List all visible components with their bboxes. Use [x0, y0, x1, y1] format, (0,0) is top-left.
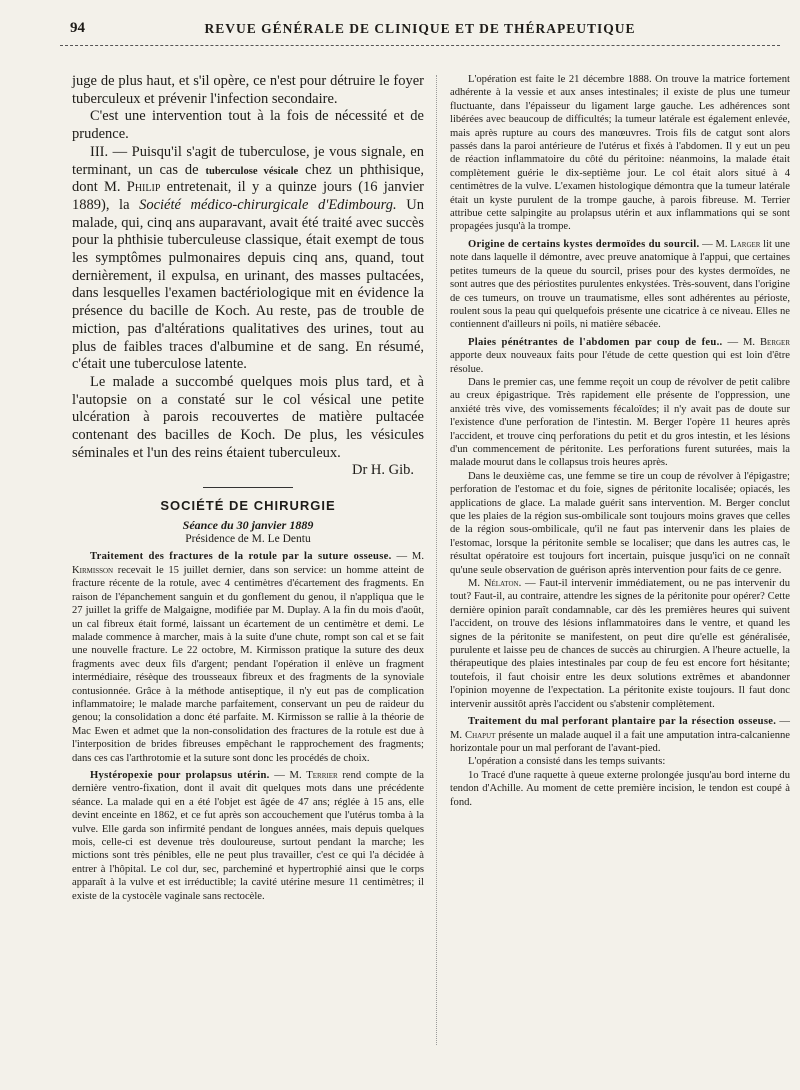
text: — M.	[450, 716, 791, 741]
header-rule	[60, 45, 780, 46]
paragraph-conclusion: juge de plus haut, et s'il opère, ce n'est pour détruire le foyer tuberculeux et prévenir l'infection secondaire.	[72, 73, 424, 107]
rubric-title: Hystéropexie pour prolapsus utérin.	[90, 769, 270, 781]
text: chez un phthisique, dont M.	[72, 161, 425, 196]
rubric-title: Traitement des fractures de la rotule par la suture osseuse.	[90, 551, 392, 563]
paragraph-operation-steps: L'opération a consisté dans les temps suivants:	[468, 756, 666, 768]
society-title: SOCIÉTÉ DE CHIRURGIE	[160, 498, 336, 514]
page-header	[70, 20, 770, 42]
report-kystes-dermoides	[450, 238, 790, 332]
text: entretenait, il y a quinze jours (16 janvier 1889), la	[72, 179, 425, 213]
author-name: Terrier	[306, 769, 338, 781]
paragraph-intervention: C'est une intervention tout à la fois de nécessité et de prudence.	[72, 108, 424, 143]
rubric-title: Origine de certains kystes dermoïdes du sourcil.	[468, 238, 700, 250]
author-name: Berger	[759, 336, 790, 348]
paragraph-first-case: Dans le premier cas, une femme reçoit un coup de révolver de petit calibre au creux épigastrique. Très rapidement elle présente de l'oppression, une anxiété très vive, des vomissements fécaloïdes; il n'y avait pas de doute sur l'existence d'une perforation de l'intestin. M. Berger l'opère 11 heures après l'accident, et trouve cinq perforations du petit et du gros intestin, et les lésions d'un commencement de péritonite. Les perforations furent suturées, mais la malade mourut dans le collapsus trois heures après.	[450, 376, 790, 469]
report-mal-perforant	[450, 715, 790, 755]
report-rotule-fracture	[72, 550, 424, 765]
text: — Faut-il intervenir immédiatement, ou ne pas intervenir du tout? Faut-il, au contraire, attendre les signes de la péritonite pour opérer? Cette dernière opinion paraît condamnable, car dès les premières heures qui suivent l'accident, on trouve des lésions inflammatoires dans le ventre, et quand les signes de la péritonite se manifestent, on peut dire qu'elle est généralisée, purulente et laisse peu de chances de succès au chirurgien. A l'heure actuelle, la thérapeutique des plaies intestinales par coup de feu est encore fort hésitante; toutefois, il faut choisir entre les deux solutions extrêmes et abandonner l'opinion moyenne de l'expectation. La péritonite existe toujours. Il faut donc intervenir aussitôt après l'accident ou s'abstenir complètement.	[450, 578, 791, 710]
text: présente un malade auquel il a fait une amputation intra-calcanienne horizontale pour un mal perforant de l'avant-pied.	[450, 729, 790, 754]
signature: Dr H. Gib.	[351, 462, 414, 479]
right-column	[450, 73, 790, 809]
text: recevait le 15 juillet dernier, dans son service: un homme atteint de fracture récente de la rotule, avec 4 centimètres d'écartement des fragments. En raison de l'épanchement sanguin et du gonflement du genou, il n'appliqua que le 27 juillet la griffe de Malgaigne, modifiée par M. Duplay. A la fin du mois d'août, un cal fibreux était formé, laissant un écartement de un centimètre et demi. Le malade commence à marcher, mais à la suite d'une chute, rompt son cal et se fait une nouvelle fracture. Le 22 octobre, M. Kirmisson pratique la suture des deux fragments avec deux fils d'argent; pendant l'opération il enlève un fragment intermédiaire, résèque des trousseaux fibreux et des fragments de la synoviale contusionnée. Grâce à la méthode antiseptique, il n'y eut pas de complication inflammatoire; le malade marche parfaitement, conservant un peu de raideur du genou; la consolidation a donc été parfaite. M. Kirmisson se rallie à la théorie de Mac Ewen et admet que la non-consolidation des fractures de la rotule est due à l'interposition de brides fibreuses empêchant le rapprochement des fragments; dans ces cas l'arthrotomie et la suture sont donc les procédés de choix.	[72, 564, 424, 764]
section-rule	[203, 487, 293, 488]
text: apporte deux nouveaux faits pour l'étude de cette question qui est loin d'être résolue.	[450, 350, 790, 375]
term-tuberculose-vesicale: tuberculose vésicale	[205, 165, 299, 177]
society-reference: Société médico-chirurgicale d'Edimbourg.	[139, 196, 397, 213]
text: lit une note dans laquelle il démontre, avec preuve anatomique à l'appui, que certaines petites tumeurs de la queue du sourcil, prises pour des kystes dermoïdes, ne sont autres que des périostites purulentes enkystées. Très-souvent, dans l'origine de ces tumeurs, on trouve un traumatisme, elles sont adhérentes au périoste, roulent sous la peau qui quelquefois présente une cicatrice à ce niveau. Elles ne contiennent d'ailleurs ni poils, ni matière sébacée.	[450, 238, 790, 331]
paragraph-vesical-tuberculosis	[72, 144, 424, 374]
rubric-title: Traitement du mal perforant plantaire par la résection osseuse.	[468, 716, 777, 728]
text: — M.	[699, 238, 731, 250]
paragraph-nelaton	[450, 577, 790, 711]
running-title: REVUE GÉNÉRALE DE CLINIQUE ET DE THÉRAPEUTIQUE	[204, 21, 636, 36]
author-name: Chaput	[465, 729, 496, 741]
author-name: Kirmisson	[72, 564, 114, 576]
report-plaies-abdomen	[450, 336, 790, 376]
column-divider	[436, 75, 437, 1045]
text: — M.	[269, 769, 307, 781]
text: III. — Puisqu'il s'agit de tuberculose, je vous signale, en terminant, un cas de	[72, 143, 424, 178]
left-column	[72, 73, 424, 903]
presidence: Présidence de M. Le Dentu	[185, 533, 311, 546]
report-hysteropexie	[72, 769, 424, 903]
page-number: 94	[70, 20, 85, 36]
rubric-title: Plaies pénétrantes de l'abdomen par coup de feu..	[468, 336, 723, 348]
author-name: Nélaton.	[483, 578, 522, 590]
text: — M.	[391, 551, 424, 563]
text: — M.	[722, 336, 760, 348]
text: rend compte de la dernière ventro-fixation, dont il avait dit quelques mots dans une précédente séance. La malade qui en a été l'objet est âgée de 47 ans; réglée à 15 ans, elle devint enceinte en 1862, et ce fut après son accouchement que l'utérus tomba à la vulve. Elle garda son infirmité pendant de longues années, mais depuis quelques mois, celle-ci est devenue très douloureuse, surtout pendant la marche; les mictions sont très pénibles, elle ne peut plus travailler, c'est ce qui l'a décidée à entrer à l'hôpital. Le col dur, sec, parcheminé et hypertrophié ainsi que le corps apparaît à la vulve et est irréductible; la cavité utérine mesure 11 centimètres; il existe de la cystocèle vaginale sans rectocèle.	[72, 769, 425, 902]
seance-date: Séance du 30 janvier 1889	[182, 518, 314, 533]
text: M.	[468, 578, 484, 590]
paragraph-step-one: 1o Tracé d'une raquette à queue externe prolongée jusqu'au bord interne du tendon d'Achille. Au moment de cette première incision, le tendon est coupé à fond.	[450, 769, 790, 808]
author-name: Larger	[730, 238, 761, 250]
paragraph-operation: L'opération est faite le 21 décembre 1888. On trouve la matrice fortement adhérente à la vessie et aux anses intestinales; il existe de plus une tumeur fluctuante, dans l'épaisseur du ligament large gauche. Les adhérences sont libérées avec beaucoup de difficultés; la tumeur latérale est également enlevée, mais après rupture au cours des manœuvres. Trois fils de catgut sont alors passés dans la paroi antérieure de l'utérus et fixés à l'abdomen. Il y eut un peu de réaction inflammatoire du côté du péritoine: néanmoins, la malade était complètement guérie le dix-septième jour. Le col était alors situé à 4 centimètres de la vulve. L'examen histologique démontra que la tumeur latérale était un kyste purulent de la trompe gauche, à parois fibreuse. M. Terrier attribue cette salpingite au prolapsus utérin et aux inflammations qui se sont propagées jusqu'à la trompe.	[450, 74, 790, 233]
paragraph-autopsy: Le malade a succombé quelques mois plus tard, et à l'autopsie on a constaté sur le col vésical une petite ulcération à parois recouvertes de matière pultacée contenant des bacilles de Koch. De plus, les vésicules séminales et l'un des reins étaient tuberculeux.	[72, 373, 424, 461]
paragraph-second-case: Dans le deuxième cas, une femme se tire un coup de révolver à l'épigastre; perforation de l'estomac et du foie, signes de péritonite localisée; opiacés, les applications de glace. La malade guérit sans intervention. M. Berger conclut que les plaies de la région sus-ombilicale sont toujours moins graves que celles de la région sous-ombilicale, qu'il ne faut pas intervenir dans les plaies de l'estomac, lorsque la péritonite semble se localiser; que dans les autres cas, le résultat opératoire est toujours fort incertain, puisque jusqu'ici on ne connaît qu'une seule observation de guérison après intervention pour faits de ce genre.	[450, 470, 790, 576]
text: Un malade, qui, cinq ans auparavant, avait été traité avec succès pour la phthisie tuberculeuse classique, était exempt de tous les symptômes pulmonaires depuis cinq ans, quand, tout dernièrement, il expulsa, en urinant, des masses pultacées, dans lesquelles l'examen bactériologique mit en évidence la présence du bacille de Koch. Au reste, pas de trouble de miction, pas d'altérations qualitatives des urines, tout au plus de faibles traces d'albumine et de sang. En résumé, c'était une tuberculose latente.	[72, 196, 424, 373]
author-philip: Philip	[126, 179, 161, 196]
